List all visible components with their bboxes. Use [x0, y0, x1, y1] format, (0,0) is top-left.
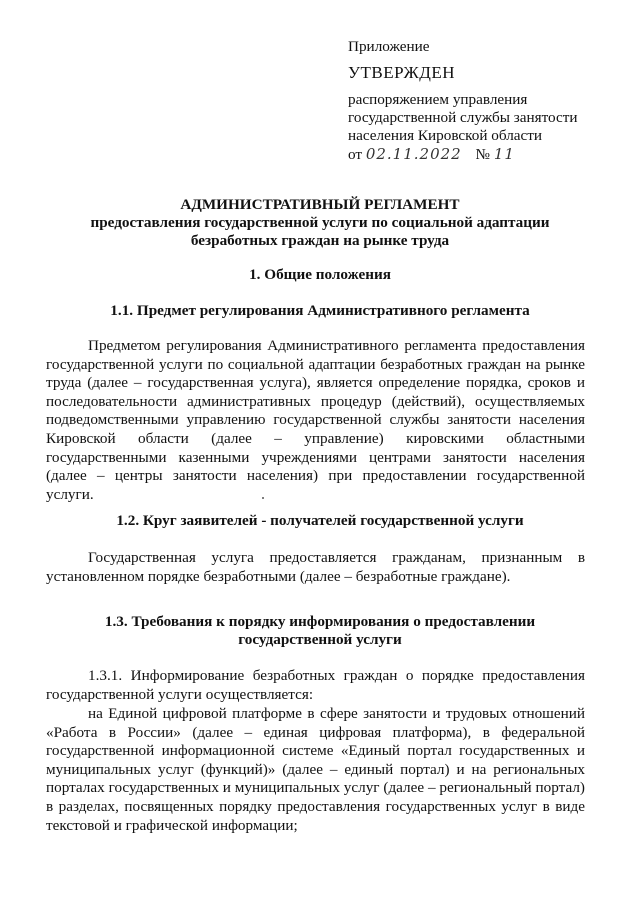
appendix-label: Приложение: [348, 38, 430, 55]
scan-speck: [262, 497, 264, 499]
section-1-1-paragraph: Предметом регулирования Административного регламента предоставления государственной услуги по социальной адаптации безработных граждан на рынке труда (далее – государственная услуга), является определение порядка, сроков и последовательности административных процедур (действий), осуществляемых подведомственными управлению государственной службы занятости населения Кировской области (далее – управление) кировскими областными государственными казенными учреждениями центрами занятости населения (далее – центры занятости населения) при предоставлении государственной услуги.: [46, 337, 585, 503]
approved-label: УТВЕРЖДЕН: [348, 63, 455, 82]
order-line-2: государственной службы занятости: [348, 109, 578, 126]
date-prefix: от: [348, 146, 363, 163]
document-subtitle-line-2: безработных граждан на рынке труда: [190, 232, 450, 249]
section-1-3-heading-line-1: 1.3. Требования к порядку информирования о предоставлении: [104, 613, 536, 630]
section-1-heading: 1. Общие положения: [249, 266, 391, 283]
handwritten-number: 11: [493, 145, 515, 163]
section-1-2-paragraph: Государственная услуга предоставляется гражданам, признанным в установленном порядке безработными (далее – безработные граждане).: [46, 549, 585, 585]
section-1-3-1-item: на Единой цифровой платформе в сфере занятости и трудовых отношений «Работа в России» (далее – единая цифровая платформа), в федеральной государственной информационной системе «Единый портал государственных и муниципальных услуг (функций)» (далее – единый портал) и на региональных порталах государственных и муниципальных услуг (далее – региональный портал) в разделах, посвященных порядку предоставления государственных услуг в виде текстовой и графической информации;: [46, 705, 585, 834]
section-1-3-1-paragraph: 1.3.1. Информирование безработных граждан о порядке предоставления государственной услуги осуществляется:: [46, 667, 585, 703]
section-1-1-heading: 1.1. Предмет регулирования Административного регламента: [110, 302, 530, 319]
handwritten-date: 02.11.2022: [365, 145, 462, 163]
document-subtitle-line-1: предоставления государственной услуги по социальной адаптации: [90, 214, 550, 231]
number-label: №: [475, 146, 491, 163]
order-date-line: [348, 145, 633, 164]
section-1-3-heading-line-2: государственной услуги: [238, 631, 402, 648]
section-1-2-heading: 1.2. Круг заявителей - получателей государственной услуги: [116, 512, 524, 529]
order-line-1: распоряжением управления: [348, 91, 528, 108]
document-title: АДМИНИСТРАТИВНЫЙ РЕГЛАМЕНТ: [180, 196, 460, 213]
order-line-3: населения Кировской области: [348, 127, 543, 144]
approval-block: [348, 38, 633, 164]
